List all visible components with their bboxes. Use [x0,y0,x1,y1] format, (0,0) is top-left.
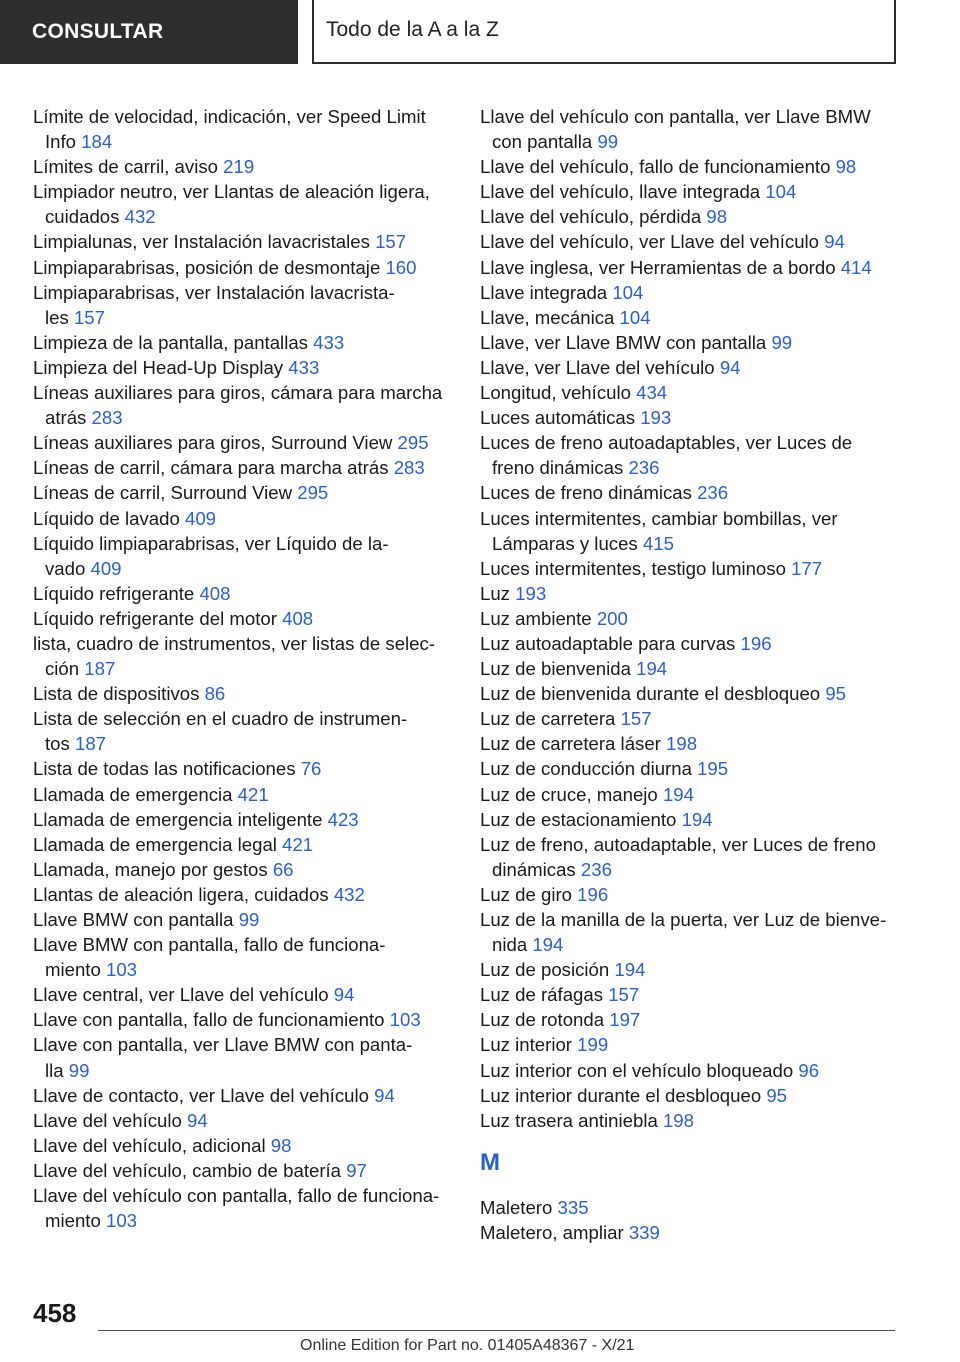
entry-text: Luces intermitentes, cambiar bombillas, ver Lámparas y luces [480,507,838,554]
entry-text: Llave del vehículo, llave integrada [480,181,761,203]
index-entry [33,280,453,330]
index-entry [480,1220,900,1245]
page-link[interactable]: 157 [608,984,640,1006]
index-entry [480,506,900,556]
page-link[interactable]: 103 [105,1210,138,1232]
entry-text: Llamada de emergencia [33,783,233,805]
chapter-tab[interactable]: Todo de la A a la Z [312,0,896,64]
index-entry [480,907,900,957]
index-entry [480,581,900,606]
index-entry [33,807,453,832]
page-link[interactable]: 194 [614,959,646,981]
page-link[interactable]: 433 [313,331,345,353]
page-number: 458 [33,1298,77,1328]
index-entry [33,581,453,606]
entry-text: Luz de la manilla de la puerta, ver Luz de bienve- nida [480,909,887,956]
index-entry [480,957,900,982]
page-link[interactable]: 194 [681,808,713,830]
index-column-left [33,104,453,1233]
entry-text: Líquido refrigerante del motor [33,607,277,629]
entry-text: Llave del vehículo, fallo de funcionamiento [480,156,831,178]
entry-text: Llamada de emergencia legal [33,833,277,855]
page-link[interactable]: 187 [84,658,116,680]
entry-text: Líneas auxiliares para giros, Surround View [33,432,393,454]
index-entry [480,807,900,832]
page-link[interactable]: 423 [327,808,359,830]
entry-text: Luz de freno, autoadaptable, ver Luces de freno dinámicas [480,833,876,880]
entry-text: Luz de bienvenida [480,658,631,680]
page-link[interactable]: 415 [642,532,674,554]
entry-text: Luz de giro [480,883,572,905]
page-link[interactable]: 283 [393,457,425,479]
page-link[interactable]: 104 [612,281,644,303]
entry-text: Limpieza de la pantalla, pantallas [33,331,308,353]
page-link[interactable]: 236 [628,457,660,479]
page-link[interactable]: 414 [840,256,872,278]
entry-text: Llave de contacto, ver Llave del vehículo [33,1084,369,1106]
page-link[interactable]: 198 [662,1109,694,1131]
index-entry [480,255,900,280]
index-entry [33,882,453,907]
index-entry [480,1083,900,1108]
entry-text: Líneas de carril, cámara para marcha atrás [33,457,389,479]
page-link[interactable]: 408 [282,607,314,629]
entry-text: Lista de dispositivos [33,683,200,705]
entry-text: Luz ambiente [480,607,592,629]
entry-text: Luz de carretera [480,708,616,730]
index-entry [480,1058,900,1083]
index-entry [480,480,900,505]
index-entry [480,154,900,179]
page-link[interactable]: 94 [719,356,741,378]
entry-text: Llave con pantalla, fallo de funcionamiento [33,1009,385,1031]
index-entry [33,907,453,932]
index-entry [480,656,900,681]
page-link[interactable]: 76 [300,758,322,780]
index-entry [480,631,900,656]
page-link[interactable]: 94 [333,984,355,1006]
entry-text: Limpieza del Head-Up Display [33,356,284,378]
entry-text: Llave con pantalla, ver Llave BMW con panta- lla [33,1034,413,1081]
page-link[interactable]: 193 [640,407,672,429]
page-link[interactable]: 283 [91,407,123,429]
index-entry [480,355,900,380]
index-entry [33,932,453,982]
index-entry [480,330,900,355]
index-entry [480,179,900,204]
entry-text: Líneas auxiliares para giros, cámara para marcha atrás [33,382,443,429]
entry-text: Llave, ver Llave del vehículo [480,356,715,378]
entry-text: Luz [480,582,510,604]
page-link[interactable]: 433 [288,356,320,378]
index-entry [33,756,453,781]
entry-text: Llave del vehículo con pantalla, ver Llave BMW con pantalla [480,106,871,153]
page-link[interactable]: 94 [824,231,845,253]
page-link[interactable]: 99 [597,131,619,153]
entry-text: Límite de velocidad, indicación, ver Speed Limit Info [33,106,426,153]
entry-text: Luz de cruce, manejo [480,783,658,805]
index-entry [480,556,900,581]
page-link[interactable]: 335 [557,1196,589,1218]
edition-note: Online Edition for Part no. 01405A48367 - X/21 [300,1337,635,1354]
index-entry [480,882,900,907]
page-link[interactable]: 409 [90,557,122,579]
index-entry [33,104,453,154]
index-column-right [480,104,900,1245]
page-link[interactable]: 98 [835,156,857,178]
entry-text: Llave, ver Llave BMW con pantalla [480,331,767,353]
page-link[interactable]: 409 [184,507,217,529]
entry-text: Luz de bienvenida durante el desbloqueo [480,683,821,705]
page-link[interactable]: 194 [636,658,668,680]
page-link[interactable]: 97 [346,1159,367,1181]
index-entry [480,430,900,480]
section-tab[interactable]: CONSULTAR [0,0,298,64]
index-entry [480,1108,900,1133]
entry-text: Llave del vehículo, adicional [33,1134,266,1156]
index-entry [480,731,900,756]
index-entry [33,506,453,531]
entry-text: Líneas de carril, Surround View [33,482,293,504]
page-link[interactable]: 184 [81,131,113,153]
page-link[interactable]: 157 [375,231,407,253]
footer-divider [98,1330,895,1331]
index-entry [33,480,453,505]
entry-text: Llave BMW con pantalla [33,909,234,930]
index-entry [33,1083,453,1108]
entry-text: Luces de freno autoadaptables, ver Luces de freno dinámicas [480,432,853,479]
index-entry [33,455,453,480]
page-link[interactable]: 198 [666,733,698,755]
index-entry [480,1032,900,1057]
page-link[interactable]: 99 [238,909,260,930]
entry-text: Lista de selección en el cuadro de instrumen- tos [33,708,408,755]
page-link[interactable]: 94 [374,1084,395,1106]
index-entry [480,606,900,631]
entry-text: Luces de freno dinámicas [480,482,692,504]
page-link[interactable]: 157 [620,708,652,730]
index-entry [33,606,453,631]
index-entry [33,1032,453,1082]
index-entry [480,681,900,706]
page-link[interactable]: 432 [333,883,365,905]
index-entry [480,104,900,154]
entry-text: Luz de rotonda [480,1009,605,1031]
index-entry [480,782,900,807]
entry-text: Luces automáticas [480,407,636,429]
index-entry [480,706,900,731]
index-entry [33,857,453,882]
page-link[interactable]: 98 [706,206,728,228]
entry-text: Límites de carril, aviso [33,156,218,178]
page-link[interactable]: 421 [282,833,314,855]
index-entry [33,782,453,807]
index-entry [33,154,453,179]
index-entry [33,355,453,380]
entry-text: Llave, mecánica [480,306,615,328]
entry-text: Longitud, vehículo [480,382,631,404]
entry-text: Luz de posición [480,959,610,981]
index-entry [33,229,453,254]
entry-text: Líquido refrigerante [33,582,195,604]
entry-text: Llave del vehículo, cambio de batería [33,1159,342,1181]
page-link[interactable]: 295 [297,482,329,504]
index-entry [33,1158,453,1183]
index-entry [480,982,900,1007]
entry-text: Maletero [480,1196,553,1218]
page-link[interactable]: 86 [204,683,226,705]
index-entry [480,229,900,254]
index-entry [33,832,453,857]
page-link[interactable]: 66 [272,858,294,880]
page-link[interactable]: 236 [580,858,612,880]
index-entry [33,531,453,581]
entry-text: Luz interior durante el desbloqueo [480,1084,762,1106]
entry-text: lista, cuadro de instrumentos, ver listas de selec- ción [33,632,436,680]
page-link[interactable]: 177 [791,557,823,579]
entry-text: Limpiador neutro, ver Llantas de aleación ligera, cuidados [33,181,430,228]
index-entry [33,681,453,706]
index-entry [33,255,453,280]
page-link[interactable]: 94 [187,1109,208,1131]
page-link[interactable]: 193 [515,582,547,604]
entry-text: Limpiaparabrisas, posición de desmontaje [33,256,381,278]
page-link[interactable]: 199 [577,1034,609,1056]
entry-text: Luz interior [480,1034,572,1056]
index-entry [480,1195,900,1220]
index-entry [480,832,900,882]
entry-text: Llave BMW con pantalla, fallo de funciona- miento [33,934,386,981]
entry-text: Luz autoadaptable para curvas [480,632,736,654]
page-link[interactable]: 196 [577,883,609,905]
entry-text: Llave del vehículo, ver Llave del vehículo [480,231,820,253]
index-entry [33,380,453,430]
entry-text: Luz de ráfagas [480,984,604,1006]
index-entry [33,179,453,229]
index-entry [480,405,900,430]
index-entry [480,756,900,781]
page-link[interactable]: 408 [199,582,231,604]
page-link[interactable]: 195 [697,758,729,780]
page-link[interactable]: 295 [397,432,429,454]
index-entry [33,1133,453,1158]
page-link[interactable]: 219 [223,156,255,178]
page-link[interactable]: 96 [798,1059,820,1081]
entry-text: Lista de todas las notificaciones [33,758,296,780]
page-link[interactable]: 421 [237,783,269,805]
page-link[interactable]: 98 [270,1134,292,1156]
index-entry [33,706,453,756]
entry-text: Luz trasera antiniebla [480,1109,658,1131]
page-link[interactable]: 104 [765,181,797,203]
entry-text: Luz de conducción diurna [480,758,692,780]
letter-heading-m: M [480,1148,500,1176]
page-link[interactable]: 194 [532,934,564,956]
page-link[interactable]: 339 [628,1221,660,1243]
index-entry [480,280,900,305]
entry-text: Limpialunas, ver Instalación lavacristales [33,231,370,253]
page-link[interactable]: 104 [619,306,651,328]
index-entry [33,1183,453,1233]
entry-text: Luz interior con el vehículo bloqueado [480,1059,794,1081]
entry-text: Llave del vehículo, pérdida [480,206,702,228]
entry-text: Luces intermitentes, testigo luminoso [480,557,786,579]
page-link[interactable]: 95 [825,683,846,705]
entry-text: Líquido limpiaparabrisas, ver Líquido de la- vado [33,532,389,579]
index-entry [480,305,900,330]
page-link[interactable]: 194 [662,783,694,805]
entry-text: Líquido de lavado [33,507,180,529]
index-entry [33,430,453,455]
page-link[interactable]: 196 [740,632,772,654]
entry-text: Luz de carretera láser [480,733,661,755]
index-entry [33,982,453,1007]
entry-text: Llave inglesa, ver Herramientas de a bordo [480,256,836,278]
page-link[interactable]: 99 [771,331,793,353]
page-link[interactable]: 236 [697,482,729,504]
page-link[interactable]: 160 [385,256,417,278]
page-link[interactable]: 200 [596,607,628,629]
page-link[interactable]: 187 [74,733,107,755]
index-entry [480,380,900,405]
page-link[interactable]: 432 [124,206,156,228]
page-link[interactable]: 103 [389,1009,421,1031]
page-link[interactable]: 103 [105,959,138,981]
page-link[interactable]: 197 [609,1009,641,1031]
entry-text: Llave integrada [480,281,608,303]
index-entry [33,1108,453,1133]
entry-text: Maletero, ampliar [480,1221,624,1243]
index-entry [480,204,900,229]
entry-text: Llamada, manejo por gestos [33,858,268,880]
entry-text: Llamada de emergencia inteligente [33,808,323,830]
entry-text: Luz de estacionamiento [480,808,677,830]
index-entry [33,330,453,355]
entry-text: Llantas de aleación ligera, cuidados [33,883,329,905]
page-link[interactable]: 434 [636,382,668,404]
entry-text: Limpiaparabrisas, ver Instalación lavacrista- les [33,281,395,328]
entry-text: Llave del vehículo con pantalla, fallo de funciona- miento [33,1185,440,1232]
index-entry [33,1007,453,1032]
index-entry [33,631,453,681]
entry-text: Llave del vehículo [33,1109,182,1131]
index-entry [480,1007,900,1032]
page-link[interactable]: 95 [766,1084,788,1106]
entry-text: Llave central, ver Llave del vehículo [33,984,329,1006]
page-link[interactable]: 99 [68,1059,90,1081]
page-link[interactable]: 157 [73,306,105,328]
